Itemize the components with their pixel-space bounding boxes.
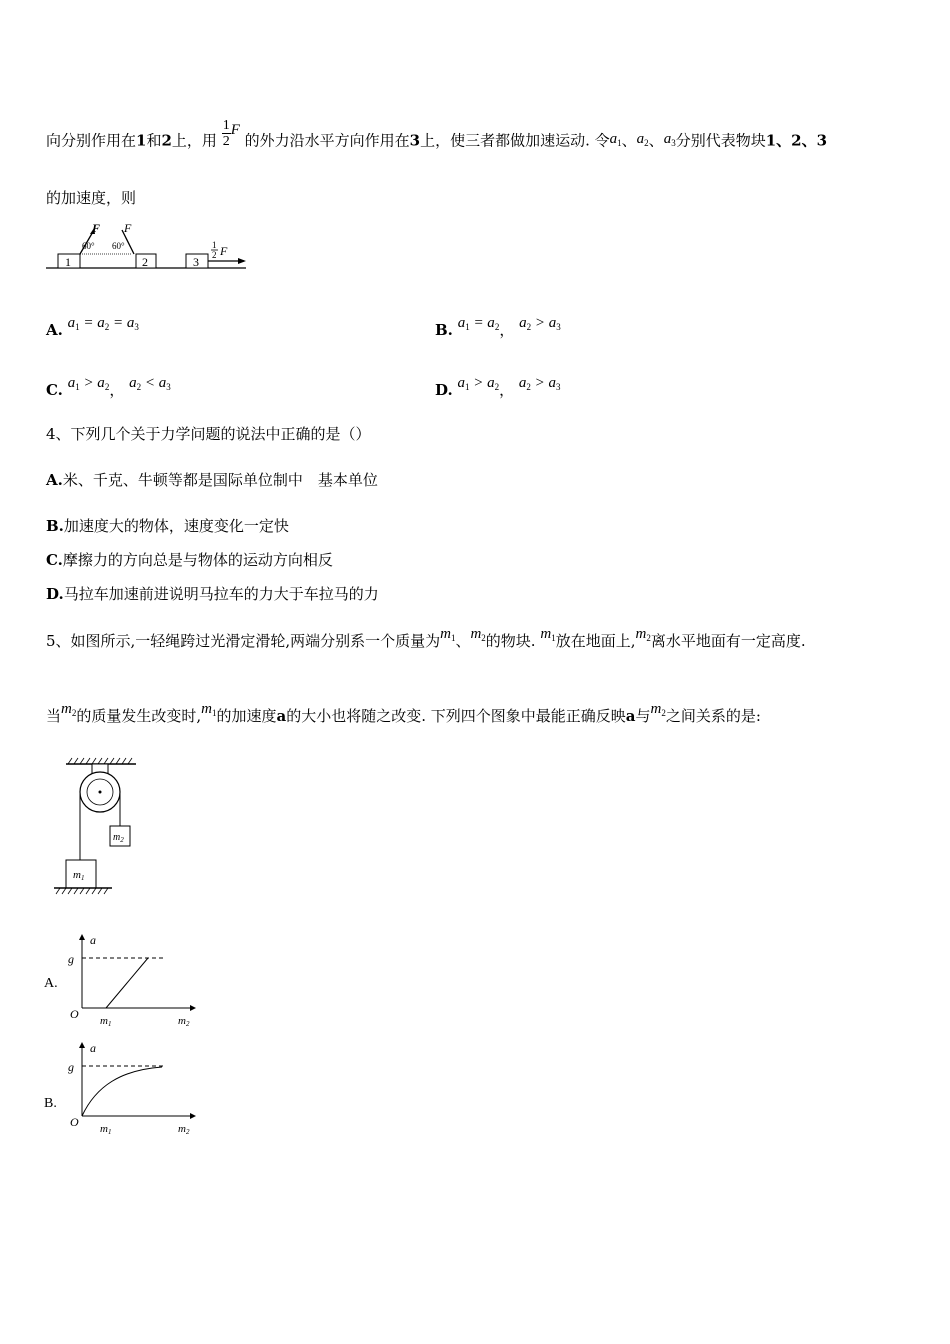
q4-option-d[interactable]: [46, 584, 379, 604]
text: a: [625, 707, 636, 725]
q3-option-a[interactable]: [46, 316, 139, 341]
option-letter: D.: [46, 585, 64, 603]
graph-b: [66, 1036, 200, 1138]
text: 分别代表物块: [675, 131, 766, 150]
graph-a-g: g: [68, 952, 74, 966]
option-expr: $a_1 = a_2 = a_3$: [67, 315, 139, 332]
text: a: [276, 707, 287, 725]
frac-num: 1: [222, 118, 230, 133]
q4-option-a[interactable]: [46, 470, 378, 490]
var-a2: $a_2$: [636, 130, 649, 148]
angle2: 60°: [112, 241, 125, 251]
pulley-m2: $m_2$: [113, 832, 124, 844]
half-den: 2: [212, 250, 217, 260]
option-expr: $a_1 > a_2$: [457, 375, 500, 392]
var-m2: $m_2$: [635, 626, 651, 643]
var-a3: $a_3$: [663, 130, 676, 148]
text: 和: [146, 131, 162, 150]
text: 1、2、3: [765, 131, 828, 150]
graph-a-m1: m1: [100, 1015, 112, 1028]
pulley-m1: m1: [73, 869, 85, 882]
option-letter: A.: [46, 471, 63, 489]
text: 2: [161, 131, 172, 150]
var-F: F: [230, 121, 240, 138]
graph-a-y: a: [90, 933, 96, 947]
option-text: 摩擦力的方向总是与物体的运动方向相反: [62, 551, 333, 569]
option-letter: B.: [435, 321, 453, 339]
text: 的大小也将随之改变. 下列四个图象中最能正确反映: [286, 707, 626, 725]
option-letter: C.: [46, 551, 63, 569]
graph-b-y: a: [90, 1041, 96, 1055]
graph-b-option[interactable]: B.: [44, 1096, 57, 1111]
text: 之间关系的是:: [665, 707, 761, 725]
q4-option-b[interactable]: [46, 516, 289, 536]
q3-stem-line1: [46, 118, 828, 157]
option-text: 米、千克、牛顿等都是国际单位制中 基本单位: [62, 471, 378, 489]
option-text: 马拉车加速前进说明马拉车的力大于车拉马的力: [63, 585, 379, 603]
text: 上，使三者都做加速运动. 令: [420, 131, 610, 150]
q4-option-c[interactable]: [46, 550, 333, 570]
text: 的物块.: [485, 632, 536, 650]
q3-option-b[interactable]: B. $a_1 = a_2$， $a_2 > a_3$: [435, 315, 561, 339]
var-m2: $m_2$: [61, 701, 77, 718]
block2-label: 2: [142, 255, 148, 269]
text: 向分别作用在: [46, 131, 137, 150]
text: 的外力沿水平方向作用在: [244, 131, 410, 150]
text: 上，用: [171, 131, 217, 150]
option-letter: A.: [46, 321, 63, 339]
q3-option-d[interactable]: D. $a_1 > a_2$， $a_2 > a_3$: [435, 375, 561, 399]
text: 、: [648, 131, 664, 150]
var-m2: $m_2$: [650, 701, 666, 718]
graph-a: [66, 928, 200, 1030]
var-m2: $m_2$: [470, 626, 486, 643]
graph-b-m1: m1: [100, 1123, 112, 1136]
q5-stem-line2: [46, 701, 761, 731]
text: 、: [621, 131, 637, 150]
graph-a-m2: m2: [178, 1015, 190, 1028]
option-letter: D.: [435, 381, 453, 399]
angle1: 60°: [82, 241, 95, 251]
text: 放在地面上,: [555, 632, 636, 650]
force-F2: F: [124, 221, 132, 235]
block1-label: 1: [65, 255, 71, 269]
var-m1: $m_1$: [440, 626, 456, 643]
option-expr-2: $a_2 > a_3$: [518, 375, 561, 392]
pulley-figure: [50, 756, 150, 902]
q4-stem: 4、下列几个关于力学问题的说法中正确的是（）: [46, 425, 371, 443]
text: 与: [635, 707, 651, 725]
text: 5、如图所示,一轻绳跨过光滑定滑轮,两端分别系一个质量为: [46, 632, 441, 650]
option-text: 加速度大的物体，速度变化一定快: [63, 517, 289, 535]
fraction-half: [222, 118, 231, 149]
graph-b-o: O: [70, 1115, 79, 1129]
option-expr-2: $a_2 > a_3$: [519, 315, 561, 332]
var-m1: $m_1$: [540, 626, 556, 643]
text: 1: [136, 131, 147, 150]
var-m1: $m_1$: [201, 701, 217, 718]
force-F1: F: [92, 221, 101, 235]
half-num: 1: [212, 240, 217, 250]
graph-a-option[interactable]: A.: [44, 976, 58, 991]
option-letter: C.: [46, 381, 63, 399]
text: 3: [409, 131, 421, 150]
option-expr-2: $a_2 < a_3$: [129, 375, 171, 392]
q5-stem-line1: [46, 626, 806, 656]
graph-b-m2: m2: [178, 1123, 190, 1136]
graph-a-o: O: [70, 1007, 79, 1021]
blocks-figure: [44, 218, 250, 274]
var-a1: $a_1$: [609, 130, 622, 148]
block3-label: 3: [193, 255, 199, 269]
half-F: F: [220, 244, 228, 258]
text: 的加速度: [216, 707, 277, 725]
option-expr: $a_1 > a_2$: [67, 375, 110, 392]
text: 离水平地面有一定高度.: [650, 632, 806, 650]
option-expr: $a_1 = a_2$: [457, 315, 500, 332]
text: 当: [46, 707, 62, 725]
option-letter: B.: [46, 517, 64, 535]
text: 、: [455, 632, 471, 650]
frac-den: 2: [222, 134, 230, 149]
text: 的质量发生改变时,: [76, 707, 202, 725]
q3-option-c[interactable]: C. $a_1 > a_2$， $a_2 < a_3$: [46, 375, 171, 399]
graph-b-g: g: [68, 1060, 74, 1074]
q3-stem-line2: 的加速度，则: [46, 189, 137, 207]
